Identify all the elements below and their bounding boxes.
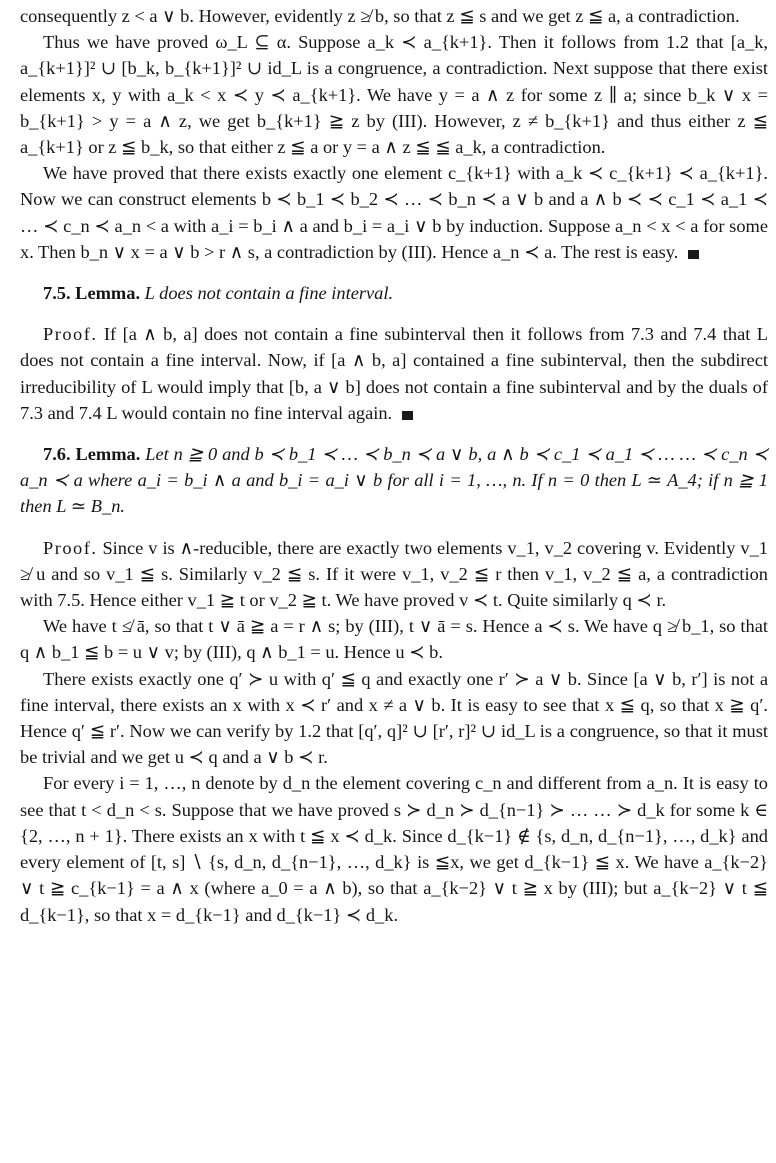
qed-square-icon bbox=[402, 411, 413, 420]
paragraph-continuation bbox=[20, 3, 768, 29]
proof-label: Proof. bbox=[43, 324, 98, 345]
paragraph-text: Thus we have proved ω_L ⊆ α. Suppose a_k ≺ a_{k+1}. Then it follows from 1.2 that [a_k, a_{k+1}]² ∪ [b_k, b_{k+1}]² ∪ id_L is a congruence, a contradiction. Next suppose that there exist elements x, y with a_k < x ≺ y ≺ a_{k+1}. We have y = a ∧ z for some z ∥ a; since b_k ∨ x = b_{k+1} > y = a ∧ z, we get b_{k+1} ≧ z by (III). However, z ≠ b_{k+1} and thus either z ≦ a_{k+1} or z ≦ b_k, so that either z ≦ a or y = a ∧ z ≦ ≦ a_k, a contradiction. bbox=[20, 32, 768, 158]
lemma-label: 7.6. Lemma. bbox=[43, 444, 141, 465]
paragraph-text: We have t ≰ ā, so that t ∨ ā ≧ a = r ∧ s; by (III), t ∨ ā = s. Hence a ≺ s. We have q ≱ b_1, so that q ∧ b_1 ≦ b = u ∨ v; by (III), q ∧ b_1 = u. Hence u ≺ b. bbox=[20, 616, 768, 663]
proof-7-5 bbox=[20, 321, 768, 426]
proof-label: Proof. bbox=[43, 537, 98, 558]
proof-text: If [a ∧ b, a] does not contain a fine subinterval then it follows from 7.3 and 7.4 that L does not contain a fine interval. Now, if [a ∧ b, a] contained a fine subinterval, then the subdirect irreducibility of L would imply that [b, a ∨ b] does not contain a fine subinterval and by the duals of 7.3 and 7.4 L would contain no fine interval again. bbox=[20, 324, 768, 423]
paragraph-text: For every i = 1, …, n denote by d_n the element covering c_n and different from a_n. It is easy to see that t < d_n < s. Suppose that we have proved s ≻ d_n ≻ d_{n−1} ≻ … … ≻ d_k for some k ∈ {2, …, n + 1}. There exists an x with t ≦ x ≺ d_k. Since d_{k−1} ∉ {s, d_n, d_{n−1}, …, d_k} and every element of [t, s] ∖ {s, d_n, d_{n−1}, …, d_k} is ≦x, we get d_{k−1} ≦ x. We have a_{k−2} ∨ t ≧ c_{k−1} = a ∧ x (where a_0 = a ∧ b), so that a_{k−2} ∨ t ≧ x by (III); but a_{k−2} ∨ t ≦ d_{k−1}, so that x = d_{k−1} and d_{k−1} ≺ d_k. bbox=[20, 773, 768, 925]
lemma-7-6 bbox=[20, 441, 768, 520]
paragraph-construction bbox=[20, 160, 768, 265]
proof-7-6 bbox=[20, 535, 768, 614]
lemma-label: 7.5. Lemma. bbox=[43, 283, 141, 304]
paragraph-d-elements bbox=[20, 770, 768, 927]
paragraph-text: We have proved that there exists exactly one element c_{k+1} with a_k ≺ c_{k+1} ≺ a_{k+1}. Now we can construct elements b ≺ b_1 ≺ b_2 ≺ … ≺ b_n ≺ a ∨ b and a ∧ b ≺ ≺ c_1 ≺ a_1 ≺ … ≺ c_n ≺ a_n < a with a_i = b_i ∧ a and b_i = a_i ∨ b by induction. Suppose a_n < x < a for some x. Then b_n ∨ x = a ∨ b > r ∧ s, a contradiction by (III). Hence a_n ≺ a. The rest is easy. bbox=[20, 163, 768, 262]
paragraph-text: consequently z < a ∨ b. However, evidently z ≱ b, so that z ≦ s and we get z ≦ a, a contradiction. bbox=[20, 6, 740, 26]
paragraph-omega-subset bbox=[20, 29, 768, 160]
proof-text: Since v is ∧-reducible, there are exactly two elements v_1, v_2 covering v. Evidently v_1 ≱ u and so v_1 ≦ s. Similarly v_2 ≦ s. If it were v_1, v_2 ≦ r then v_1, v_2 ≦ a, a contradiction with 7.5. Hence either v_1 ≧ t or v_2 ≧ t. We have proved v ≺ t. Quite similarly q ≺ r. bbox=[20, 537, 768, 611]
lemma-7-5 bbox=[20, 280, 768, 306]
qed-square-icon bbox=[688, 250, 699, 259]
lemma-statement: Let n ≧ 0 and b ≺ b_1 ≺ … ≺ b_n ≺ a ∨ b, a ∧ b ≺ c_1 ≺ a_1 ≺ … … ≺ c_n ≺ a_n ≺ a where a_i = b_i ∧ a and b_i = a_i ∨ b for all i = 1, …, n. If n = 0 then L ≃ A_4; if n ≧ 1 then L ≃ B_n. bbox=[20, 444, 768, 517]
paragraph-t-not-leq bbox=[20, 613, 768, 665]
paragraph-q-prime bbox=[20, 666, 768, 771]
lemma-statement: L does not contain a fine interval. bbox=[144, 283, 394, 304]
paragraph-text: There exists exactly one q′ ≻ u with q′ ≦ q and exactly one r′ ≻ a ∨ b. Since [a ∨ b, r′] is not a fine interval, there exists an x with x ≺ r′ and x ≠ a ∨ b. It is easy to see that x ≦ q, so that x ≧ q′. Hence q′ ≦ r′. Now we can verify by 1.2 that [q′, q]² ∪ [r′, r]² ∪ id_L is a congruence, so that it must be trivial and we get u ≺ q and a ∨ b ≺ r. bbox=[20, 668, 768, 768]
